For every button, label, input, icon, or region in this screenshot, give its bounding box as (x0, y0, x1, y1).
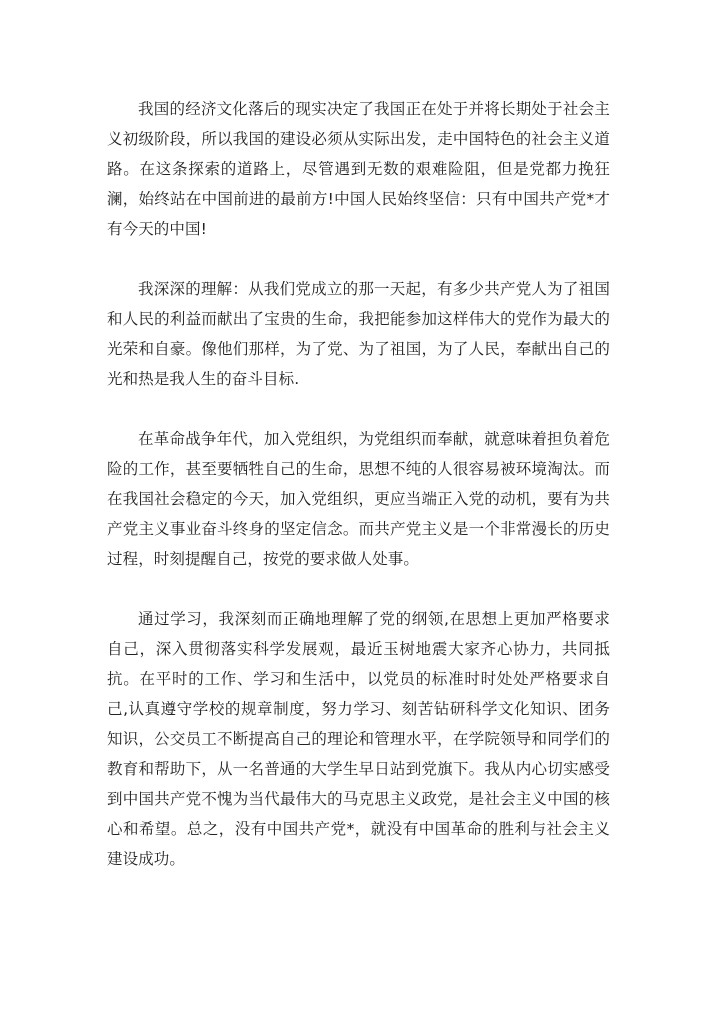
paragraph-4: 通过学习，我深刻而正确地理解了党的纲领,在思想上更加严格要求自己，深入贯彻落实科学发展观，最近玉树地震大家齐心协力，共同抵抗。在平时的工作、学习和生活中，以党员的标准时时处处严格要求自己,认真遵守学校的规章制度，努力学习、刻苦钻研科学文化知识、团务知识，公交员工不断提高自己的理论和管理水平，在学院领导和同学们的教育和帮助下，从一名普通的大学生早日站到党旗下。我从内心切实感受到中国共产党不愧为当代最伟大的马克思主义政党，是社会主义中国的核心和希望。总之，没有中国共产党*，就没有中国革命的胜利与社会主义建设成功。 (107, 610, 610, 868)
paragraph-2: 我深深的理解：从我们党成立的那一天起，有多少共产党人为了祖国和人民的利益而献出了宝贵的生命，我把能参加这样伟大的党作为最大的光荣和自豪。像他们那样，为了党、为了祖国，为了人民，奉献出自己的光和热是我人生的奋斗目标. (107, 280, 610, 388)
paragraph-3: 在革命战争年代，加入党组织，为党组织而奉献，就意味着担负着危险的工作，甚至要牺牲自己的生命，思想不纯的人很容易被环境淘汰。而在我国社会稳定的今天，加入党组织，更应当端正入党的动机，要有为共产党主义事业奋斗终身的坚定信念。而共产党主义是一个非常漫长的历史过程，时刻提醒自己，按党的要求做人处事。 (107, 430, 610, 568)
paragraph-1: 我国的经济文化落后的现实决定了我国正在处于并将长期处于社会主义初级阶段，所以我国的建设必须从实际出发，走中国特色的社会主义道路。在这条探索的道路上，尽管遇到无数的艰难险阻，但是党都力挽狂澜，始终站在中国前进的最前方!中国人民始终坚信：只有中国共产党*才有今天的中国! (107, 100, 610, 238)
